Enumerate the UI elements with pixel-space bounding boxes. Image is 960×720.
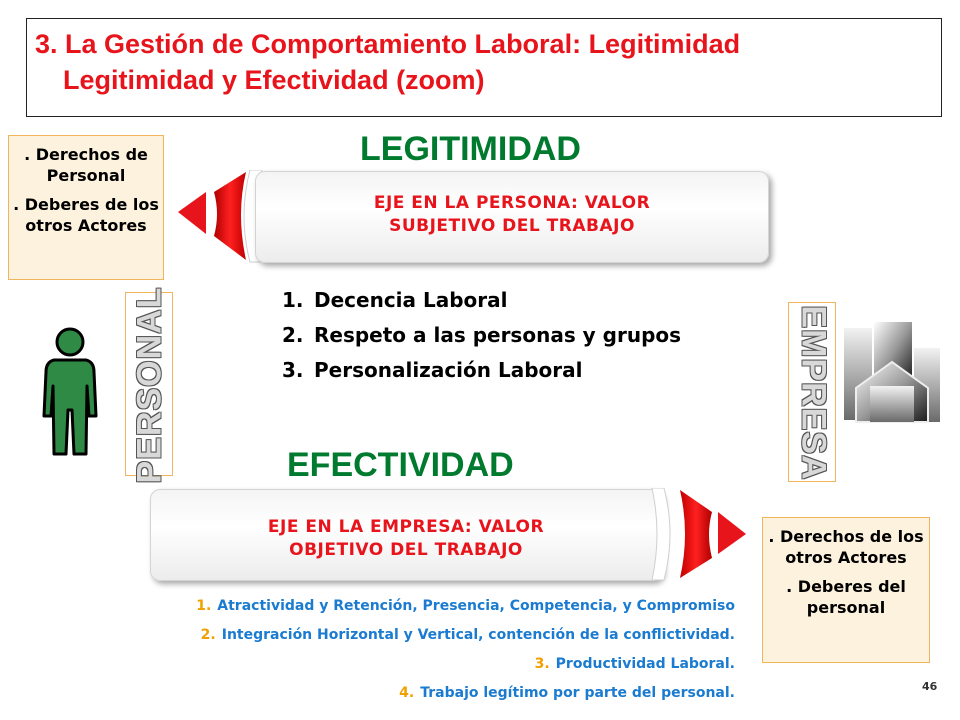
list-item: 1. Atractividad y Retención, Presencia, Competencia, y Compromiso	[196, 598, 735, 614]
persona-axis-line-2: SUBJETIVO DEL TRABAJO	[389, 216, 635, 236]
arrow-right-icon	[650, 488, 750, 584]
personal-label: PERSONAL	[130, 286, 169, 484]
list-item: 3. Productividad Laboral.	[534, 656, 735, 672]
title-box	[26, 18, 942, 117]
left-box-item-duties: . Deberes de los otros Actores	[13, 195, 159, 235]
title-line-1: 3. La Gestión de Comportamiento Laboral: Legitimidad	[35, 29, 741, 59]
empresa-axis-banner	[150, 489, 662, 581]
title-line-2: Legitimidad y Efectividad (zoom)	[63, 65, 485, 95]
personal-label-box	[125, 286, 173, 484]
left-rights-duties-box	[8, 135, 164, 280]
legitimidad-heading: LEGITIMIDAD	[360, 130, 581, 168]
empresa-label: EMPRESA	[794, 305, 833, 481]
building-icon	[842, 322, 942, 426]
list-item: 1. Decencia Laboral	[282, 288, 508, 312]
page-number: 46	[922, 680, 938, 693]
right-rights-duties-box	[762, 517, 930, 663]
right-box-item-duties: . Deberes del personal	[786, 577, 906, 617]
list-item: 3. Personalización Laboral	[282, 358, 583, 382]
persona-axis-line-1: EJE EN LA PERSONA: VALOR	[373, 193, 651, 213]
person-icon	[40, 326, 102, 460]
legitimidad-list	[282, 283, 681, 388]
list-item: 2. Integración Horizontal y Vertical, contención de la conflictividad.	[200, 627, 735, 643]
empresa-axis-line-2: OBJETIVO DEL TRABAJO	[289, 540, 523, 560]
list-item: 4. Trabajo legítimo por parte del personal.	[399, 685, 735, 701]
empresa-axis-line-1: EJE EN LA EMPRESA: VALOR	[267, 517, 545, 537]
list-item: 2. Respeto a las personas y grupos	[282, 323, 682, 347]
persona-axis-banner	[255, 171, 769, 263]
empresa-label-box	[788, 302, 836, 482]
efectividad-heading: EFECTIVIDAD	[287, 446, 514, 484]
right-box-item-rights: . Derechos de los otros Actores	[768, 527, 924, 567]
left-box-item-rights: . Derechos de Personal	[24, 145, 148, 185]
efectividad-list	[196, 592, 735, 708]
